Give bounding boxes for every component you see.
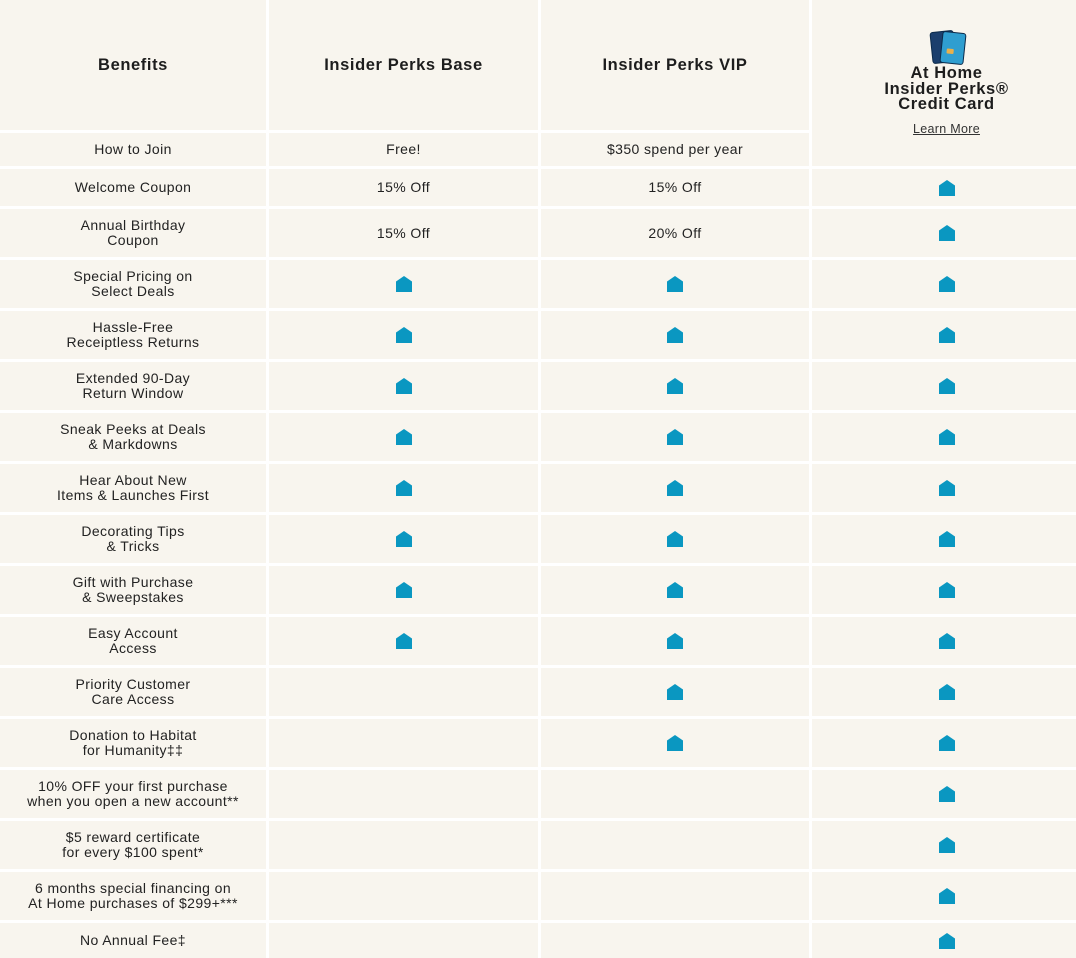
benefit-label-line: Hassle-Free [92, 319, 174, 335]
house-icon [938, 785, 956, 803]
house-icon [938, 683, 956, 701]
benefit-label-line: Select Deals [91, 283, 175, 299]
benefit-vip-cell [541, 770, 809, 818]
benefit-label-line: & Sweepstakes [82, 589, 184, 605]
benefit-card-cell [812, 413, 1076, 461]
house-icon [666, 530, 684, 548]
house-icon [938, 581, 956, 599]
house-icon [395, 581, 413, 599]
benefit-label [0, 133, 266, 166]
benefit-base-cell [269, 209, 538, 257]
benefit-card-cell [812, 311, 1076, 359]
benefit-label-line: How to Join [94, 141, 172, 157]
benefit-label-line: 10% OFF your first purchase [38, 778, 228, 794]
benefit-label-line: Annual Birthday [80, 217, 186, 233]
house-icon [938, 179, 956, 197]
benefit-base-cell [269, 362, 538, 410]
credit-card-icon [929, 30, 965, 62]
benefit-label-line: & Tricks [106, 538, 160, 554]
header-insider-perks-base: Insider Perks Base [269, 0, 538, 130]
house-icon [666, 734, 684, 752]
benefit-vip-cell [541, 821, 809, 869]
benefit-card-cell [812, 872, 1076, 920]
benefit-vip-cell [541, 311, 809, 359]
benefit-label [0, 821, 266, 869]
benefit-base-cell [269, 617, 538, 665]
benefit-vip-cell [541, 260, 809, 308]
benefit-label [0, 566, 266, 614]
house-icon [666, 275, 684, 293]
benefit-base-cell [269, 169, 538, 206]
benefit-base-cell [269, 719, 538, 767]
benefit-label-line: Access [109, 640, 157, 656]
house-icon [938, 275, 956, 293]
house-icon [938, 224, 956, 242]
benefit-base-cell [269, 260, 538, 308]
benefit-vip-cell [541, 362, 809, 410]
benefit-vip-cell [541, 566, 809, 614]
benefit-label-line: Donation to Habitat [69, 727, 197, 743]
benefit-card-cell [812, 464, 1076, 512]
house-icon [395, 632, 413, 650]
benefit-label-line: Sneak Peeks at Deals [60, 421, 206, 437]
house-icon [938, 479, 956, 497]
house-icon [938, 530, 956, 548]
benefit-card-cell [812, 719, 1076, 767]
benefit-base-cell [269, 821, 538, 869]
benefit-label-line: & Markdowns [88, 436, 178, 452]
benefit-card-cell [812, 668, 1076, 716]
benefit-label-line: At Home purchases of $299+*** [28, 895, 238, 911]
benefit-label [0, 464, 266, 512]
house-icon [395, 326, 413, 344]
benefit-label [0, 515, 266, 563]
benefit-base-value: 15% Off [376, 179, 431, 195]
benefit-label-line: Easy Account [88, 625, 178, 641]
benefit-label [0, 413, 266, 461]
header-benefits: Benefits [0, 0, 266, 130]
benefit-label-line: Extended 90-Day [75, 370, 191, 386]
benefit-base-cell [269, 133, 538, 166]
house-icon [395, 428, 413, 446]
benefit-vip-cell [541, 169, 809, 206]
benefit-base-value: Free! [386, 141, 421, 157]
benefit-label-line: Receiptless Returns [66, 334, 200, 350]
benefit-base-cell [269, 566, 538, 614]
credit-card-title-line1: At Home [910, 64, 983, 82]
benefit-vip-cell [541, 668, 809, 716]
benefit-vip-cell [541, 464, 809, 512]
house-icon [938, 632, 956, 650]
benefit-card-cell [812, 362, 1076, 410]
house-icon [666, 683, 684, 701]
house-icon [666, 428, 684, 446]
benefit-label [0, 311, 266, 359]
house-icon [666, 326, 684, 344]
house-icon [666, 479, 684, 497]
benefit-card-cell [812, 209, 1076, 257]
house-icon [938, 377, 956, 395]
house-icon [395, 530, 413, 548]
benefit-label-line: 6 months special financing on [34, 880, 232, 896]
benefit-label-line: Gift with Purchase [72, 574, 194, 590]
benefit-vip-value: $350 spend per year [606, 141, 744, 157]
house-icon [395, 479, 413, 497]
house-icon [395, 275, 413, 293]
benefit-label-line: $5 reward certificate [65, 829, 201, 845]
benefit-label [0, 872, 266, 920]
house-icon [666, 377, 684, 395]
benefit-label-line: No Annual Fee‡ [79, 932, 186, 948]
benefit-label [0, 668, 266, 716]
benefit-label-line: when you open a new account** [27, 793, 239, 809]
learn-more-link[interactable]: Learn More [913, 121, 980, 136]
benefit-base-cell [269, 464, 538, 512]
benefit-base-value: 15% Off [376, 224, 431, 241]
benefit-label-line: Coupon [107, 232, 159, 248]
house-icon [938, 734, 956, 752]
house-icon [938, 887, 956, 905]
benefit-card-cell [812, 566, 1076, 614]
benefit-base-cell [269, 668, 538, 716]
house-icon [938, 428, 956, 446]
benefit-card-cell [812, 260, 1076, 308]
credit-card-title-line3: Credit Card [898, 95, 995, 113]
benefit-label-line: Items & Launches First [57, 487, 209, 503]
benefit-label-line: Priority Customer [75, 676, 191, 692]
benefit-label [0, 770, 266, 818]
benefit-vip-cell [541, 617, 809, 665]
house-icon [938, 836, 956, 854]
house-icon [666, 581, 684, 599]
header-insider-perks-vip: Insider Perks VIP [541, 0, 809, 130]
benefit-label [0, 362, 266, 410]
benefit-vip-cell [541, 413, 809, 461]
benefit-label [0, 617, 266, 665]
benefit-label-line: Welcome Coupon [74, 179, 192, 195]
credit-card-title-line2: Insider Perks® [884, 79, 1009, 98]
benefit-card-cell [812, 821, 1076, 869]
benefit-label [0, 260, 266, 308]
house-icon [666, 632, 684, 650]
benefit-vip-cell [541, 209, 809, 257]
benefit-label [0, 169, 266, 206]
header-credit-card [812, 0, 1076, 166]
benefit-base-cell [269, 413, 538, 461]
benefit-base-cell [269, 872, 538, 920]
benefit-vip-value: 15% Off [648, 179, 702, 195]
benefit-base-cell [269, 311, 538, 359]
benefit-card-cell [812, 617, 1076, 665]
benefit-vip-cell [541, 133, 809, 166]
benefit-label-line: Special Pricing on [73, 268, 193, 284]
benefit-vip-cell [541, 515, 809, 563]
benefit-label [0, 209, 266, 257]
benefit-vip-cell [541, 719, 809, 767]
benefit-label-line: Care Access [91, 691, 175, 707]
house-icon [938, 932, 956, 950]
benefit-vip-value: 20% Off [648, 224, 702, 241]
house-icon [395, 377, 413, 395]
benefit-card-cell [812, 515, 1076, 563]
house-icon [938, 326, 956, 344]
benefit-base-cell [269, 770, 538, 818]
benefit-label-line: Return Window [82, 385, 184, 401]
benefit-vip-cell [541, 872, 809, 920]
benefit-label-line: for every $100 spent* [62, 844, 204, 860]
benefit-base-cell [269, 515, 538, 563]
benefit-label-line: for Humanity‡‡ [82, 742, 184, 758]
benefit-label-line: Decorating Tips [81, 523, 185, 539]
benefit-label-line: Hear About New [79, 472, 187, 488]
benefit-card-cell [812, 770, 1076, 818]
benefit-card-cell [812, 169, 1076, 206]
benefit-label [0, 719, 266, 767]
